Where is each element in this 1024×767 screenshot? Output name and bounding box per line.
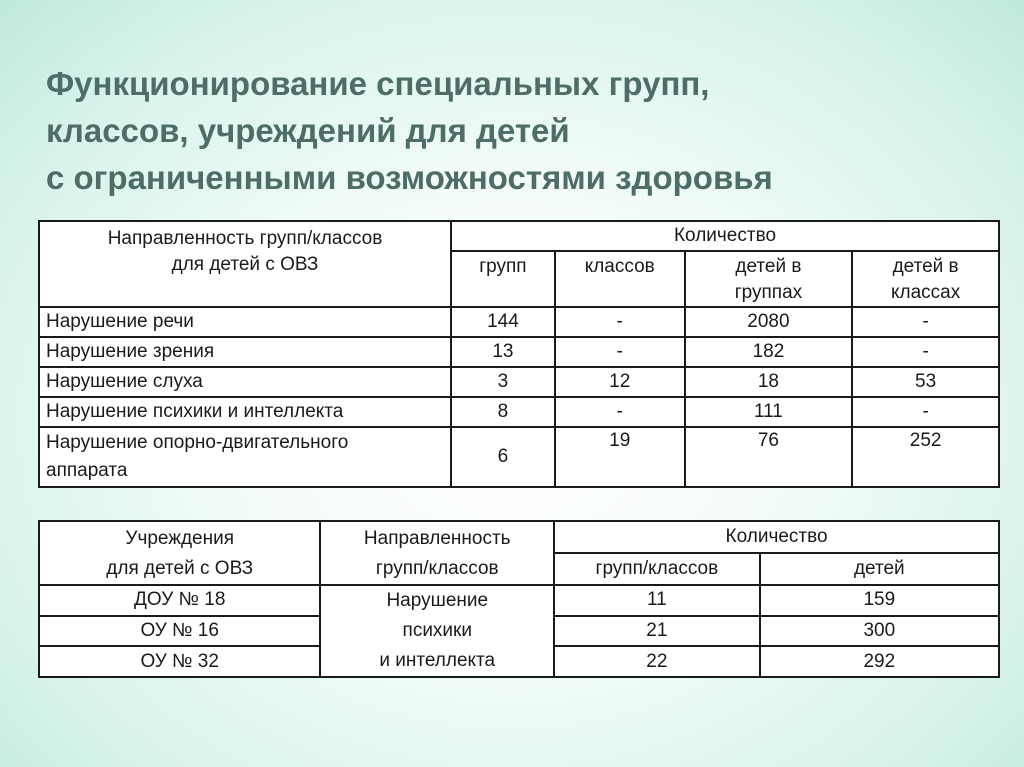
header-quantity: Количество <box>554 521 999 553</box>
groups-classes-table <box>38 220 1000 488</box>
table-row: ДОУ № 18 Нарушение психики и интеллекта 11 159 <box>39 585 999 616</box>
header-groups: групп <box>451 251 555 307</box>
header-quantity: Количество <box>451 221 999 251</box>
page-title <box>46 60 1006 201</box>
table-row: ОУ № 16 21 300 <box>39 616 999 647</box>
header-classes: классов <box>555 251 685 307</box>
header-children-in-classes: детей в классах <box>852 251 999 307</box>
header-institutions: Учреждения для детей с ОВЗ <box>39 521 320 585</box>
direction-merged-cell: Нарушение психики и интеллекта <box>320 585 554 677</box>
table-row: Нарушение речи 144 - 2080 - <box>39 307 999 337</box>
institutions-table <box>38 520 1000 678</box>
header-children: детей <box>760 553 999 585</box>
table-row: ОУ № 32 22 292 <box>39 646 999 677</box>
title-line-1: Функционирование специальных групп, <box>46 65 710 102</box>
header-children-in-groups: детей в группах <box>685 251 853 307</box>
table-row: Нарушение слуха 3 12 18 53 <box>39 367 999 397</box>
header-direction: Направленность групп/классов <box>320 521 554 585</box>
title-line-3: с ограниченными возможностями здоровья <box>46 159 773 196</box>
title-line-2: классов, учреждений для детей <box>46 112 570 149</box>
table-row: Нарушение психики и интеллекта 8 - 111 - <box>39 397 999 427</box>
table-row: Нарушение опорно-двигательного аппарата 6 19 76 252 <box>39 427 999 487</box>
header-groups-classes: групп/классов <box>554 553 760 585</box>
header-direction: Направленность групп/классов для детей с ОВЗ <box>39 221 451 307</box>
table-row: Нарушение зрения 13 - 182 - <box>39 337 999 367</box>
